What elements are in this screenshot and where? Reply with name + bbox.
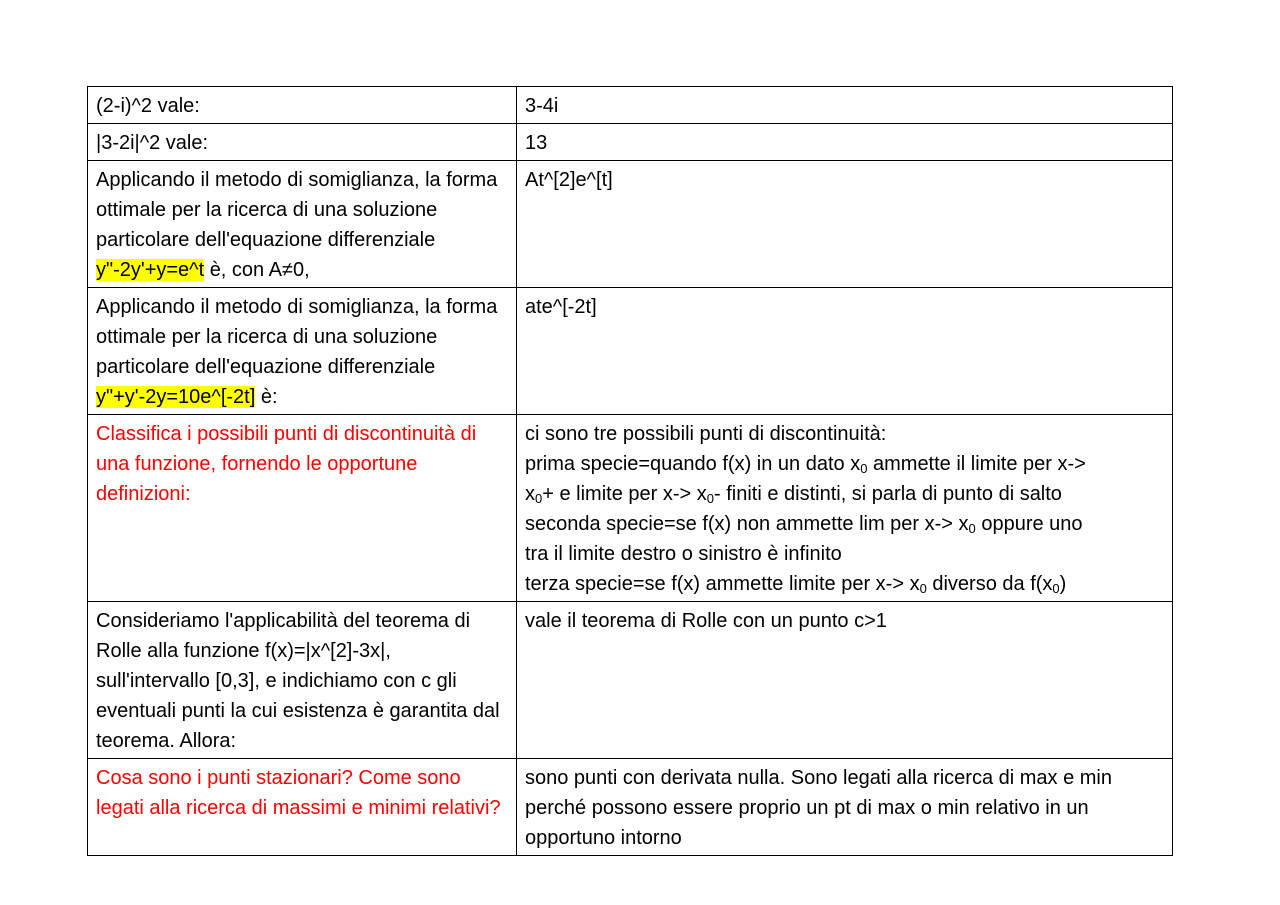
prima-specie-line-2	[525, 479, 1166, 509]
table-row	[88, 288, 1173, 415]
subscript: 0	[919, 581, 927, 596]
table-row	[88, 87, 1173, 124]
qa-table	[87, 86, 1173, 856]
answer-cell	[517, 415, 1173, 602]
table-row	[88, 124, 1173, 161]
table-row	[88, 161, 1173, 288]
question-cell	[88, 87, 517, 124]
text-span: x	[525, 483, 535, 505]
answer-cell	[517, 161, 1173, 288]
answer-intro: ci sono tre possibili punti di discontinuità:	[525, 423, 887, 445]
question-cell	[88, 415, 517, 602]
answer-cell	[517, 124, 1173, 161]
text-span: )	[1059, 573, 1067, 595]
subscript: 0	[706, 491, 714, 506]
highlighted-equation: y"+y'-2y=10e^[-2t]	[96, 386, 256, 408]
answer-text: 3-4i	[525, 95, 559, 117]
question-cell	[88, 161, 517, 288]
question-cell	[88, 759, 517, 856]
highlighted-equation: y"-2y'+y=e^t	[96, 259, 205, 281]
question-tail: è, con A≠0,	[209, 259, 310, 281]
text-span: prima specie=quando f(x) in un dato x	[525, 453, 861, 475]
text-span: oppure uno	[975, 513, 1083, 535]
answer-cell	[517, 288, 1173, 415]
subscript: 0	[535, 491, 543, 506]
question-cell	[88, 288, 517, 415]
text-span: terza specie=se f(x) ammette limite per x-> x	[525, 573, 920, 595]
answer-cell	[517, 602, 1173, 759]
text-span: diverso da f(x	[926, 573, 1053, 595]
answer-text: At^[2]e^[t]	[525, 169, 613, 191]
question-text: |3-2i|^2 vale:	[96, 132, 209, 154]
question-text: (2-i)^2 vale:	[96, 95, 200, 117]
subscript: 0	[968, 521, 976, 536]
table-row	[88, 415, 1173, 602]
table-row	[88, 602, 1173, 759]
answer-cell	[517, 87, 1173, 124]
terza-specie-line	[525, 569, 1166, 599]
answer-text: vale il teorema di Rolle con un punto c>1	[525, 610, 887, 632]
seconda-specie-line	[525, 509, 1166, 539]
question-cell	[88, 124, 517, 161]
answer-text: 13	[525, 132, 548, 154]
question-text: Cosa sono i punti stazionari? Come sono legati alla ricerca di massimi e minimi relativi?	[96, 767, 501, 819]
answer-text: ate^[-2t]	[525, 296, 597, 318]
question-text: Applicando il metodo di somiglianza, la forma ottimale per la ricerca di una soluzione particolare dell'equazione differenziale	[96, 169, 498, 251]
prima-specie-line	[525, 449, 1166, 479]
table-row	[88, 759, 1173, 856]
answer-cell	[517, 759, 1173, 856]
seconda-specie-line-2: tra il limite destro o sinistro è infinito	[525, 543, 842, 565]
question-text: Consideriamo l'applicabilità del teorema di Rolle alla funzione f(x)=|x^[2]-3x|, sull'intervallo [0,3], e indichiamo con c gli eventuali punti la cui esistenza è garantita dal teorema. Allora:	[96, 610, 500, 752]
answer-text: sono punti con derivata nulla. Sono legati alla ricerca di max e min perché possono essere proprio un pt di max o min relativo in un opportuno intorno	[525, 767, 1112, 849]
subscript: 0	[1052, 581, 1060, 596]
text-span: ammette il limite per x->	[867, 453, 1086, 475]
text-span: + e limite per x-> x	[542, 483, 707, 505]
question-tail: è:	[260, 386, 278, 408]
question-cell	[88, 602, 517, 759]
question-text: Classifica i possibili punti di discontinuità di una funzione, fornendo le opportune definizioni:	[96, 423, 477, 505]
subscript: 0	[860, 461, 868, 476]
text-span: seconda specie=se f(x) non ammette lim per x-> x	[525, 513, 969, 535]
question-text: Applicando il metodo di somiglianza, la forma ottimale per la ricerca di una soluzione particolare dell'equazione differenziale	[96, 296, 498, 378]
text-span: - finiti e distinti, si parla di punto di salto	[713, 483, 1062, 505]
